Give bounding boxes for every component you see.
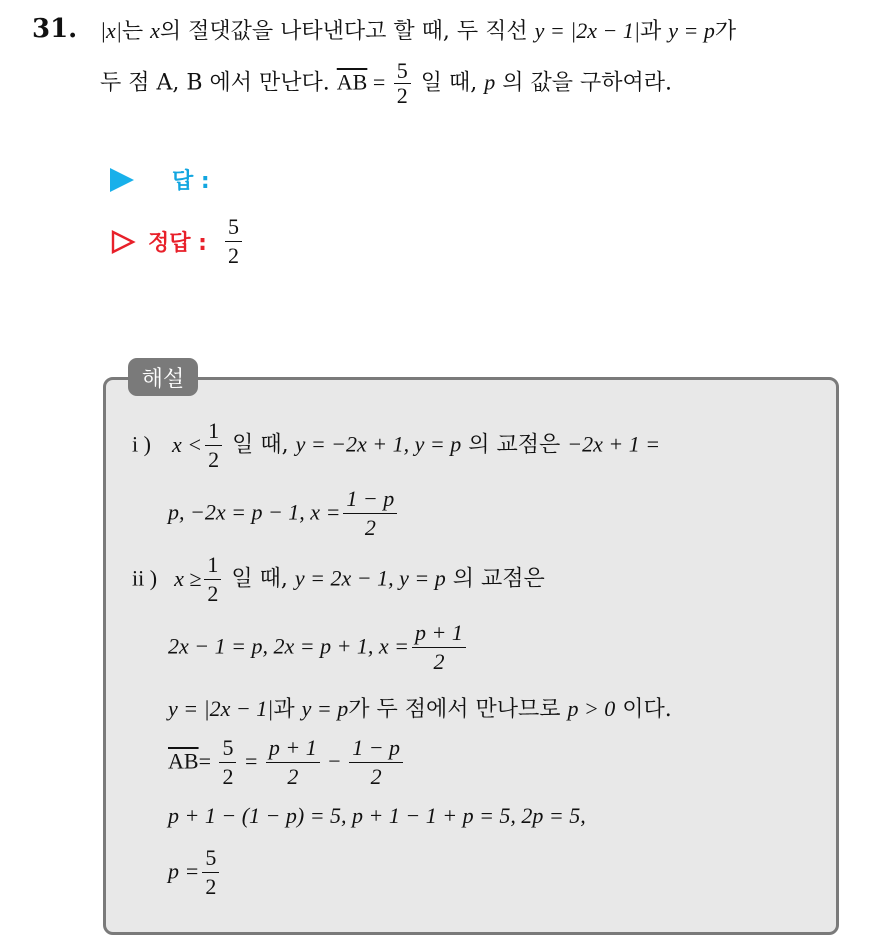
equation-abs-line: y = |2x − 1| <box>534 18 640 43</box>
play-outline-icon <box>110 229 136 255</box>
case-2-line-1 <box>132 552 545 607</box>
cond-inequality: p > 0 <box>567 696 616 721</box>
frac-denominator: 2 <box>370 764 382 789</box>
case-2-line-2 <box>168 620 469 675</box>
question-line-2 <box>100 60 672 107</box>
question-line-1 <box>100 20 736 43</box>
frac-denominator: 2 <box>396 83 408 108</box>
case-2-solve: 2x − 1 = p, 2x = p + 1, x = <box>168 633 410 659</box>
frac-denominator: 2 <box>208 447 220 472</box>
frac-numerator: 1 <box>205 418 222 446</box>
case-2-x-fraction <box>412 620 466 675</box>
play-filled-icon <box>110 168 134 192</box>
frac-numerator: 1 <box>204 552 221 580</box>
final-p-equals: p = <box>168 858 200 884</box>
frac-denominator: 2 <box>364 515 376 540</box>
answer-label: 답 : <box>172 169 210 194</box>
q1-text-a: 는 <box>121 19 151 44</box>
question-number: 31. <box>32 14 78 44</box>
case-1-text-a: 일 때, <box>225 432 296 458</box>
cond-text-b: 가 두 점에서 만나므로 <box>348 697 568 722</box>
frac-denominator: 2 <box>287 764 299 789</box>
segment-ab: $\overline{AB}$ <box>336 69 368 95</box>
frac-denominator: 2 <box>205 874 217 899</box>
solve-line: p + 1 − (1 − p) = 5, p + 1 − 1 + p = 5, 2p = 5, <box>168 803 586 828</box>
q2-text-b: 일 때, <box>413 70 485 96</box>
fraction-five-halves <box>394 60 411 107</box>
var-p: p <box>484 69 496 95</box>
correct-answer-fraction <box>225 214 242 269</box>
frac-numerator: p + 1 <box>412 620 466 648</box>
correct-answer-row <box>110 214 245 269</box>
ab-segment: $\overline{AB}$ <box>168 748 199 774</box>
frac-numerator: 5 <box>219 735 236 763</box>
frac-numerator: 1 − p <box>343 486 397 514</box>
frac-denominator: 2 <box>222 764 234 789</box>
final-answer-line <box>168 845 222 900</box>
correct-answer-label: 정답 : <box>148 231 207 256</box>
case-1-x-fraction <box>343 486 397 541</box>
cond-text-c: 이다. <box>615 697 672 722</box>
q2-equals: = <box>367 69 391 95</box>
q2-text-a: 두 점 A, B 에서 만난다. <box>100 70 337 96</box>
equation-horizontal-line: y = p <box>668 18 715 43</box>
frac-denominator: 2 <box>433 649 445 674</box>
q1-text-d: 가 <box>714 19 737 44</box>
cond-abs-line: y = |2x − 1| <box>168 696 274 721</box>
case-2-half <box>204 552 221 607</box>
cond-text-a: 과 <box>273 697 302 722</box>
ab-equals: = <box>198 748 217 774</box>
case-2-marker: ii ) <box>132 565 158 591</box>
q1-text-c: 과 <box>639 19 669 44</box>
case-1-half <box>205 418 222 473</box>
correct-numerator: 5 <box>225 214 242 242</box>
var-x: x <box>150 18 160 43</box>
ab-length-line <box>168 735 406 790</box>
correct-denominator: 2 <box>227 243 239 268</box>
q2-text-c: 의 값을 구하여라. <box>495 70 672 96</box>
answer-row <box>110 164 222 195</box>
case-1-line-1 <box>132 418 660 473</box>
case-1-eq-start: −2x + 1 = <box>567 431 661 457</box>
case-2-condition: x ≥ <box>174 565 202 591</box>
frac-numerator: p + 1 <box>266 735 320 763</box>
cond-horizontal-line: y = p <box>301 696 349 721</box>
frac-denominator: 2 <box>207 581 219 606</box>
case-1-text-b: 의 교점은 <box>461 432 568 458</box>
case-1-line-2 <box>168 486 400 541</box>
explanation-tag: 해설 <box>128 358 198 396</box>
condition-line <box>168 692 672 723</box>
frac-numerator: 1 − p <box>349 735 403 763</box>
ab-five-halves <box>219 735 236 790</box>
ab-equals-2: = <box>239 748 263 774</box>
final-fraction <box>202 845 219 900</box>
ab-minus: − <box>322 748 347 774</box>
q1-text-b: 의 절댓값을 나타낸다고 할 때, 두 직선 <box>159 19 535 44</box>
case-1-marker: i ) <box>132 431 151 457</box>
frac-numerator: 5 <box>394 60 411 84</box>
abs-x: |x| <box>100 18 122 43</box>
case-2-text-a: 일 때, <box>224 566 295 592</box>
case-1-lines: y = −2x + 1, y = p <box>295 431 462 457</box>
case-2-lines: y = 2x − 1, y = p <box>294 565 446 591</box>
ab-right-fraction <box>266 735 320 790</box>
case-1-solve: p, −2x = p − 1, x = <box>168 499 341 525</box>
ab-left-fraction <box>349 735 403 790</box>
case-1-condition: x < <box>171 431 203 457</box>
case-2-text-b: 의 교점은 <box>445 566 545 592</box>
frac-numerator: 5 <box>202 845 219 873</box>
